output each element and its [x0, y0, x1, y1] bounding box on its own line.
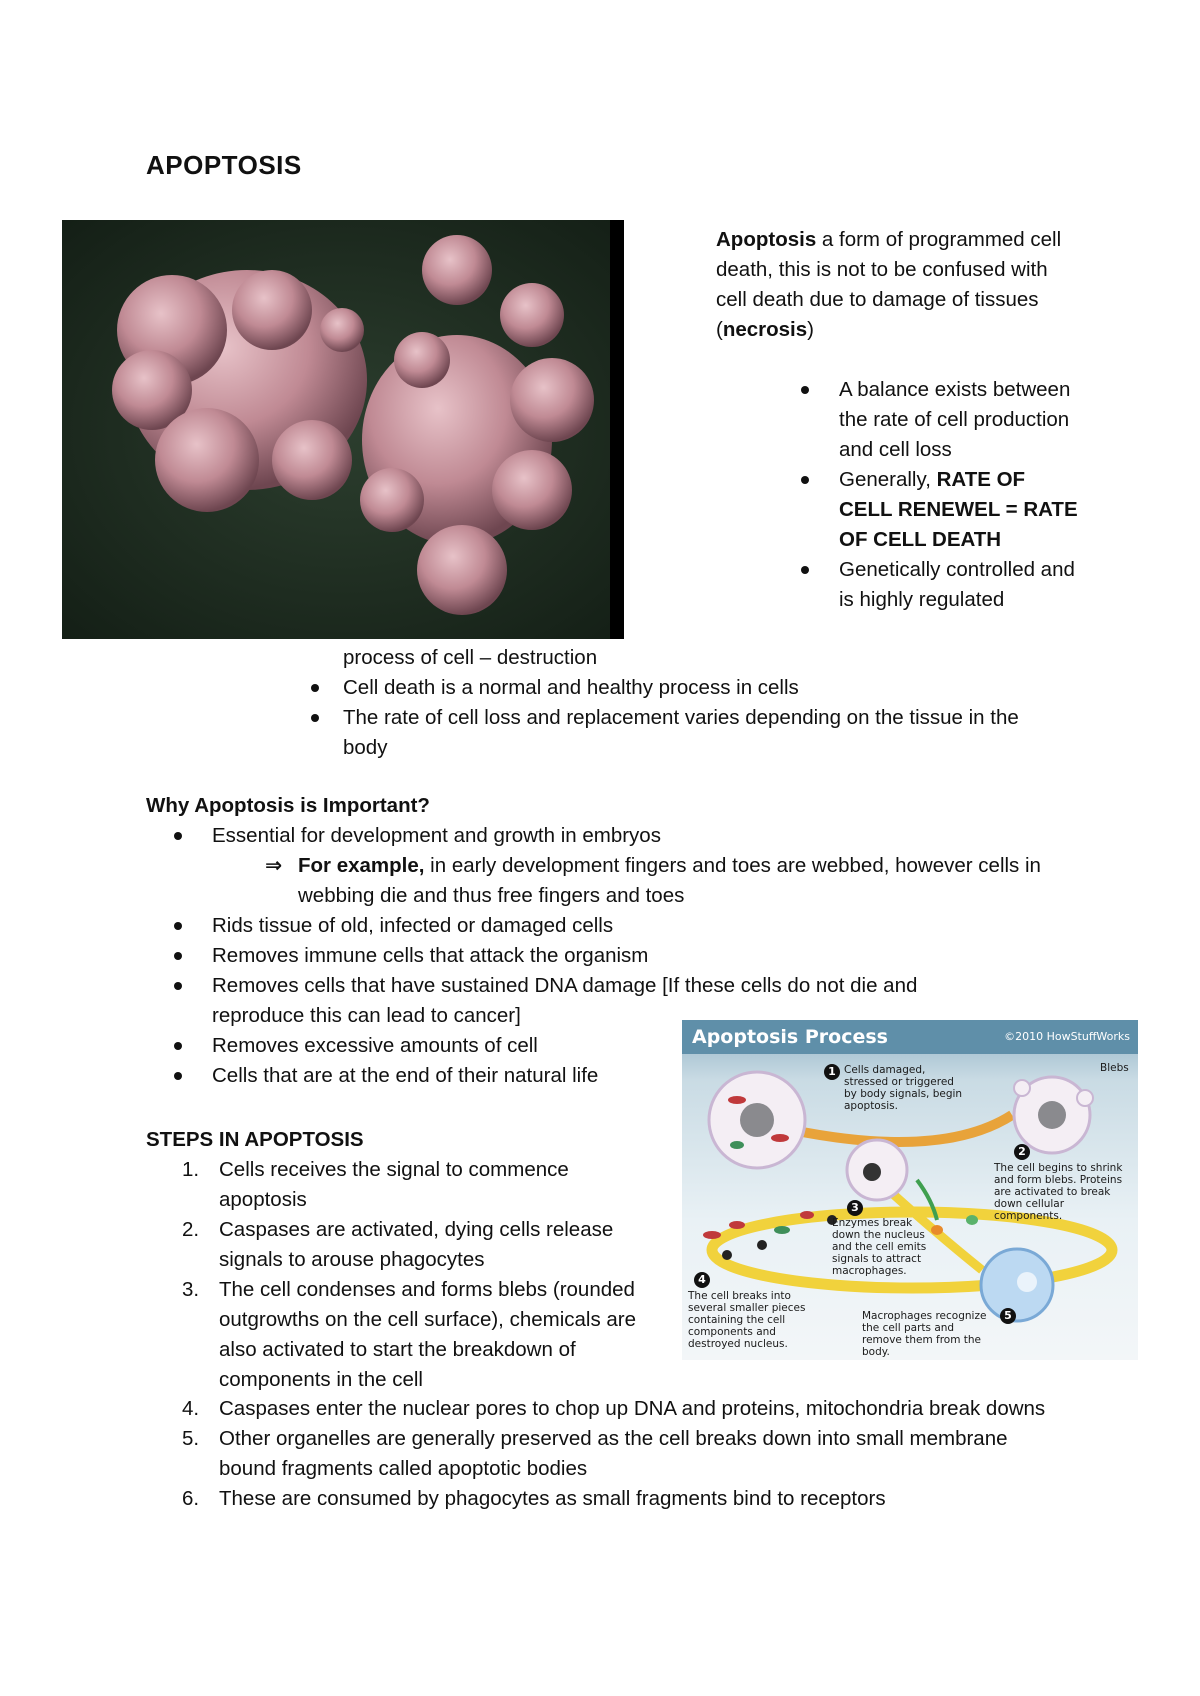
- blebs-label: Blebs: [1100, 1062, 1129, 1074]
- step-5-marker: 5: [1000, 1308, 1016, 1324]
- why-heading: Why Apoptosis is Important?: [146, 794, 430, 817]
- bullet-text: The rate of cell loss and replacement varies depending on the tissue in the body: [343, 706, 1019, 759]
- step-number: 4.: [182, 1397, 200, 1420]
- bullet-text: Generally,: [839, 468, 937, 491]
- list-item: [212, 911, 992, 941]
- apoptotic-cell-micrograph: [62, 220, 624, 639]
- intro-paren-close: ): [807, 318, 814, 341]
- why-list: [212, 821, 1082, 851]
- step-number: 6.: [182, 1487, 200, 1510]
- list-item: [212, 941, 992, 971]
- step-text: Cells receives the signal to commence apoptosis: [219, 1158, 569, 1211]
- steps-list-long: [182, 1394, 1069, 1514]
- list-item: [839, 555, 1079, 615]
- step-number: 1.: [182, 1158, 200, 1181]
- list-item: [839, 465, 1079, 555]
- step-1-label: Cells damaged, stressed or triggered by body signals, begin apoptosis.: [844, 1064, 963, 1112]
- bullet-text: Removes cells that have sustained DNA damage [If these cells do not die and reproduce this can lead to cancer]: [212, 974, 918, 1027]
- bullet-text: A balance exists between the rate of cell production and cell loss: [839, 378, 1071, 461]
- step-text: The cell condenses and forms blebs (rounded outgrowths on the cell surface), chemicals are also activated to start the breakdown of components in the cell: [219, 1278, 637, 1391]
- step-text: These are consumed by phagocytes as small fragments bind to receptors: [219, 1487, 886, 1510]
- bullet-text: Cells that are at the end of their natural life: [212, 1064, 599, 1087]
- step-number: 2.: [182, 1218, 200, 1241]
- step-1-marker: 1: [824, 1064, 840, 1080]
- step-number: 3.: [182, 1278, 200, 1301]
- step-number: 5.: [182, 1427, 200, 1450]
- bullet-text: Rids tissue of old, infected or damaged cells: [212, 914, 614, 937]
- diagram-copyright: ©2010 HowStuffWorks: [1004, 1030, 1130, 1043]
- step-text: Other organelles are generally preserved as the cell breaks down into small membrane bound fragments called apoptotic bodies: [219, 1427, 1008, 1480]
- bullet-continuation: process of cell – destruction: [343, 646, 598, 669]
- bullet-text: Removes excessive amounts of cell: [212, 1034, 538, 1057]
- example-label: For example,: [298, 854, 425, 877]
- step-3-label: Enzymes break down the nucleus and the cell emits signals to attract macrophages.: [832, 1217, 927, 1277]
- list-item: [182, 1275, 639, 1395]
- bullet-text: Removes immune cells that attack the organism: [212, 944, 649, 967]
- diagram-title: Apoptosis Process: [692, 1026, 888, 1048]
- intro-bullet-list: [839, 375, 1079, 615]
- list-item: [182, 1424, 1069, 1484]
- list-item: [212, 821, 1082, 851]
- step-text: Caspases enter the nuclear pores to chop up DNA and proteins, mitochondria break downs: [219, 1397, 1046, 1420]
- list-item: [343, 673, 1063, 703]
- intro-text: a form of programmed cell death, this is not to be confused with cell death due to damage of tissues: [716, 228, 1062, 311]
- bullet-text: Cell death is a normal and healthy process in cells: [343, 676, 799, 699]
- intro-paragraph: [716, 225, 1066, 345]
- step-text: Caspases are activated, dying cells release signals to arouse phagocytes: [219, 1218, 614, 1271]
- list-item: [343, 703, 1063, 763]
- bullet-bold-text: RATE OF CELL RENEWEL = RATE OF CELL DEATH: [839, 468, 1078, 551]
- step-5-label: Macrophages recognize the cell parts and remove them from the body.: [862, 1310, 987, 1358]
- bullet-text: Genetically controlled and is highly regulated: [839, 558, 1075, 611]
- necrosis-term: necrosis: [722, 318, 808, 341]
- steps-heading: STEPS IN APOPTOSIS: [146, 1128, 364, 1151]
- step-4-marker: 4: [694, 1272, 710, 1288]
- step-4-label: The cell breaks into several smaller pieces containing the cell components and destroyed nucleus.: [688, 1290, 806, 1350]
- example-text: in early development fingers and toes are webbed, however cells in webbing die and thus free fingers and toes: [298, 854, 1041, 907]
- step-3-marker: 3: [847, 1200, 863, 1216]
- example-line: [265, 851, 1058, 911]
- list-item: [182, 1394, 1069, 1424]
- intro-term: Apoptosis: [716, 228, 817, 251]
- step-2-marker: 2: [1014, 1144, 1030, 1160]
- page-title: APOPTOSIS: [146, 150, 302, 180]
- bullet-text: Essential for development and growth in embryos: [212, 824, 661, 847]
- list-item: [182, 1155, 639, 1215]
- list-item: [839, 375, 1079, 465]
- mid-bullet-list: [343, 673, 1063, 763]
- step-2-label: The cell begins to shrink and form blebs. Proteins are activated to break down cellular components.: [994, 1162, 1123, 1222]
- apoptosis-process-diagram: [682, 1020, 1138, 1360]
- intro-paren-open: (: [716, 318, 723, 341]
- steps-list-short: [182, 1155, 639, 1395]
- list-item: [182, 1484, 1069, 1514]
- list-item: [182, 1215, 639, 1275]
- arrow-icon: ⇒: [265, 854, 283, 877]
